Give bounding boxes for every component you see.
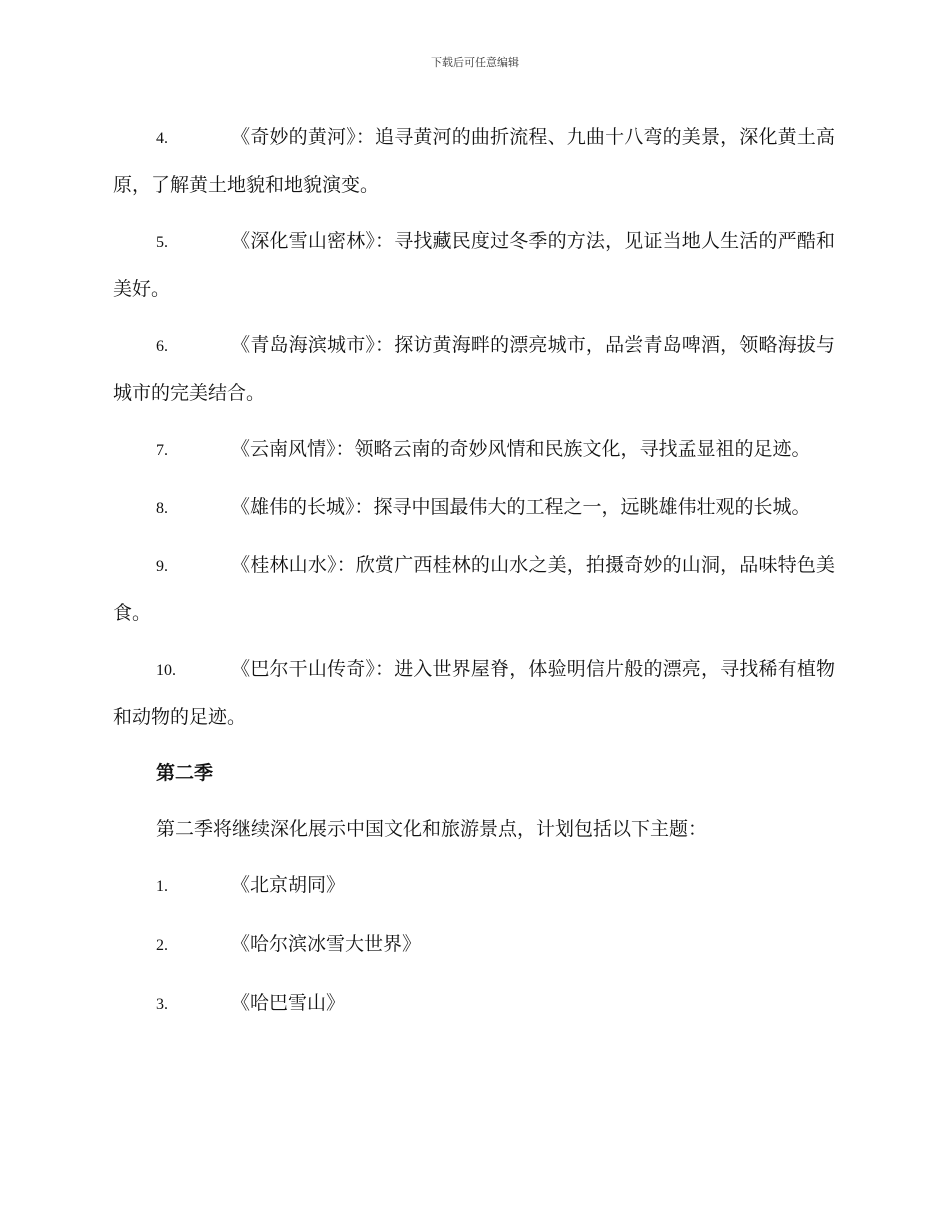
list-item-text: 《哈巴雪山》	[231, 992, 346, 1014]
list-item-text: 《深化雪山密林》：寻找藏民度过冬季的方法，见证当地人生活的严酷和美好。	[113, 230, 835, 300]
list-item-number: 6.	[156, 338, 168, 355]
list-item-text: 《雄伟的长城》：探寻中国最伟大的工程之一，远眺雄伟壮观的长城。	[231, 496, 811, 518]
list-item-number: 10.	[156, 662, 176, 679]
list-item	[113, 322, 835, 416]
list-item-text: 《巴尔干山传奇》：进入世界屋脊，体验明信片般的漂亮，寻找稀有植物和动物的足迹。	[113, 658, 835, 728]
list-item-number: 5.	[156, 234, 168, 251]
list-item-number: 2.	[156, 937, 168, 954]
list-item-number: 8.	[156, 500, 168, 517]
list-item-number: 7.	[156, 442, 168, 459]
list-item-number: 4.	[156, 130, 168, 147]
document-body	[113, 114, 835, 1039]
list-item-text: 《哈尔滨冰雪大世界》	[231, 933, 422, 955]
list-item-text: 《桂林山水》：欣赏广西桂林的山水之美，拍摄奇妙的山洞，品味特色美食。	[113, 554, 835, 624]
list-item-text: 《奇妙的黄河》：追寻黄河的曲折流程、九曲十八弯的美景，深化黄土高原，了解黄土地貌和地貌演变。	[113, 126, 835, 196]
section-intro: 第二季将继续深化展示中国文化和旅游景点，计划包括以下主题：	[156, 818, 708, 840]
list-item-number: 3.	[156, 996, 168, 1013]
list-item-text: 《北京胡同》	[231, 874, 346, 896]
list-item	[113, 542, 835, 636]
list-item	[113, 646, 835, 740]
list-item	[113, 484, 835, 532]
list-item-number: 9.	[156, 558, 168, 575]
list-item	[113, 862, 835, 910]
list-item-number: 1.	[156, 878, 168, 895]
list-item-text: 《青岛海滨城市》：探访黄海畔的漂亮城市，品尝青岛啤酒，领略海拔与城市的完美结合。	[113, 334, 835, 404]
list-item	[113, 218, 835, 312]
list-item	[113, 921, 835, 969]
list-item-text: 《云南风情》：领略云南的奇妙风情和民族文化，寻找孟显祖的足迹。	[231, 438, 811, 460]
list-item	[113, 426, 835, 474]
page-header: 下载后可任意编辑	[431, 56, 519, 69]
list-item	[113, 114, 835, 208]
section-heading: 第二季	[156, 762, 214, 784]
list-item	[113, 980, 835, 1028]
